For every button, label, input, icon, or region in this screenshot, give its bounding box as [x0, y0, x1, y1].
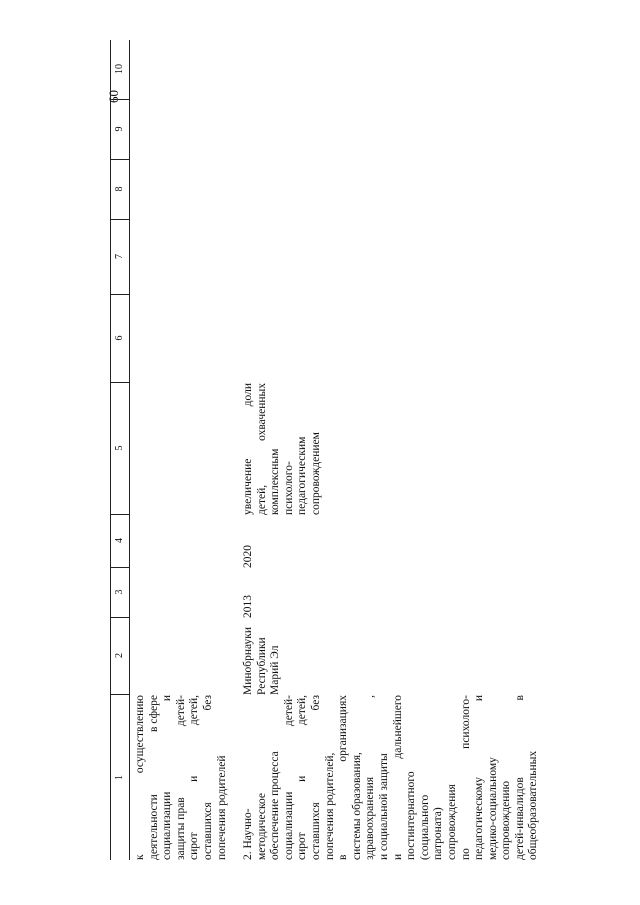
text-line: [310, 383, 324, 515]
text-word: сопровождения: [445, 784, 458, 860]
text-line: [378, 695, 392, 860]
header-cell-7: 7: [111, 219, 129, 295]
text-word: организациях: [337, 695, 350, 762]
text-word: в сфере: [147, 695, 160, 732]
text-word: системы образования,: [350, 752, 363, 860]
text-word: педагогическим: [296, 436, 309, 515]
text-word: и: [473, 695, 486, 702]
text-line: [527, 695, 541, 860]
text-line: [446, 695, 460, 860]
text-word: обеспечение процесса: [269, 751, 282, 860]
text-line: Республики: [255, 637, 268, 695]
text-word: комплексным: [269, 448, 282, 515]
text-word: педагогическому: [473, 777, 486, 860]
rotated-table: [100, 40, 560, 860]
text-line: Марий Эл: [269, 645, 282, 695]
text-word: постинтернатного: [405, 771, 418, 860]
text-word: охваченных: [255, 383, 268, 441]
text-line: [269, 383, 283, 515]
text-word: в: [513, 695, 526, 701]
text-line: [161, 695, 175, 860]
text-word: оставшихся: [201, 802, 214, 860]
text-line: [432, 695, 446, 860]
header-cell-6: 6: [111, 294, 129, 383]
text-line: [269, 695, 283, 860]
text-line: [296, 383, 310, 515]
text-line: [364, 695, 378, 860]
text-word: здравоохранения: [364, 776, 377, 860]
text-line: [324, 695, 338, 860]
text-word: детей-: [282, 695, 295, 727]
text-word: (социального: [418, 794, 431, 860]
text-line: [405, 695, 419, 860]
text-line: [175, 695, 189, 860]
text-line: [351, 695, 365, 860]
page-number: 60: [106, 90, 121, 103]
text-line: [487, 695, 501, 860]
header-cell-3: 3: [111, 567, 129, 618]
text-word: сирот: [188, 832, 201, 860]
text-word: детей-: [174, 695, 187, 727]
text-word: и: [188, 775, 201, 782]
text-word: и: [391, 853, 404, 860]
text-word: методическое: [255, 793, 268, 860]
text-word: доли: [242, 383, 254, 407]
text-line: [283, 695, 297, 860]
header-cell-10: 10: [111, 39, 129, 100]
text-line: [392, 695, 406, 860]
text-word: в: [337, 854, 350, 860]
text-word: по: [459, 848, 472, 860]
header-cell-1: 1: [114, 775, 125, 780]
text-line: [337, 695, 351, 860]
header-cell-5: 5: [111, 382, 129, 515]
text-word: без: [201, 695, 214, 711]
text-word: попечения родителей,: [323, 752, 336, 860]
text-line: [256, 695, 270, 860]
text-word: дальнейшего: [391, 695, 404, 759]
text-word: оставшихся: [309, 802, 322, 860]
text-word: детей-инвалидов: [513, 777, 526, 860]
text-word: детей,: [188, 695, 201, 726]
text-word: увеличение: [242, 458, 254, 515]
text-word: социализации: [161, 791, 174, 860]
header-cell-2: 2: [111, 617, 129, 695]
text-word: и: [161, 695, 174, 702]
text-word: сопровождению: [500, 780, 513, 860]
text-word: защиты прав: [174, 797, 187, 860]
text-word: осуществлению: [134, 695, 146, 774]
year-value: 2013: [242, 595, 254, 618]
text-word: попечения родителей: [215, 755, 228, 860]
text-line: [242, 695, 256, 860]
year-value: 2020: [242, 545, 254, 568]
text-word: детей,: [296, 695, 309, 726]
text-line: [310, 695, 324, 860]
text-line: [514, 695, 528, 860]
text-line: [283, 383, 297, 515]
text-line: [216, 695, 230, 860]
header-cell-9: 9: [111, 99, 129, 160]
text-line: [473, 695, 487, 860]
header-cell-4: 4: [111, 514, 129, 568]
text-line: [256, 383, 270, 515]
text-word: медико-социальному: [486, 757, 499, 860]
text-word: сирот: [296, 832, 309, 860]
table-body: [134, 40, 560, 860]
text-line: [296, 695, 310, 860]
text-line: [242, 383, 256, 515]
header-cell-8: 8: [111, 159, 129, 220]
text-word: без: [309, 695, 322, 711]
text-word: ,: [364, 695, 377, 698]
text-word: сопровождением: [309, 432, 322, 515]
text-line: [500, 695, 514, 860]
text-word: и: [296, 775, 309, 782]
text-line: [202, 695, 216, 860]
text-word: к: [134, 854, 146, 860]
text-word: общеобразовательных: [527, 750, 540, 860]
text-line: [134, 695, 148, 860]
text-word: психолого-: [282, 461, 295, 515]
text-word: психолого-: [459, 695, 472, 749]
text-line: [188, 695, 202, 860]
text-word: и социальной защиты: [377, 753, 390, 860]
text-line: [419, 695, 433, 860]
text-word: деятельности: [147, 794, 160, 860]
text-line: Минобрнауки: [242, 626, 254, 695]
text-word: детей,: [255, 484, 268, 515]
text-word: 2. Научно-: [242, 808, 254, 860]
text-word: социализации: [282, 791, 295, 860]
text-line: [148, 695, 162, 860]
table-header: [110, 40, 130, 860]
text-line: [460, 695, 474, 860]
text-word: патроната): [432, 807, 445, 860]
